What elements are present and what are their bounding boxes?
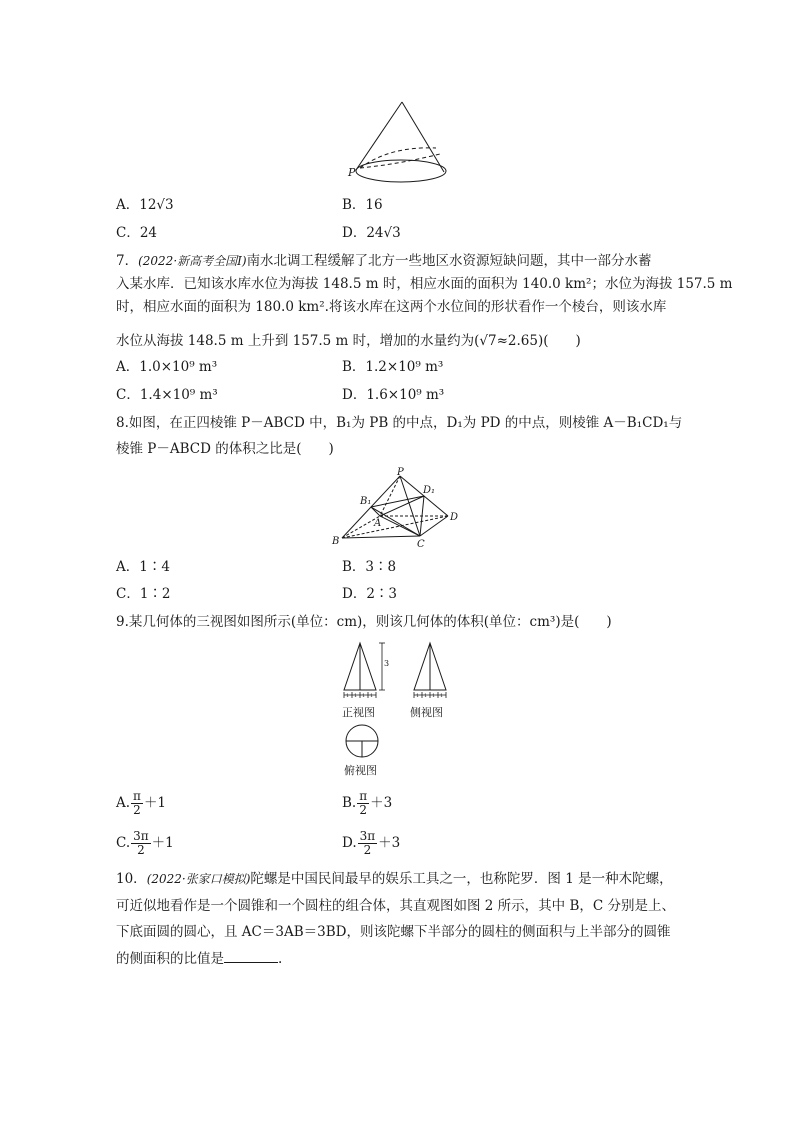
side-dim-label-4: 1	[440, 693, 444, 699]
q9-option-a[interactable]	[116, 790, 166, 817]
label-B: B	[332, 536, 340, 547]
q8-option-d-text: 2∶3	[366, 586, 398, 602]
q9-option-d-fraction	[358, 830, 378, 857]
q7-number: 7．	[116, 253, 139, 269]
q7-line-1	[116, 251, 652, 271]
q9-option-c-fraction	[131, 830, 151, 857]
q8-option-a-letter: A．	[116, 559, 140, 575]
q6-option-b-letter: B．	[342, 197, 366, 213]
q8-option-c-text: 1∶2	[139, 586, 171, 602]
edge-B1D1	[371, 496, 424, 507]
q6-option-c-letter: C．	[116, 225, 140, 241]
q9-option-b-fraction	[357, 790, 369, 817]
q7-source: (2022·新高考全国Ⅰ)	[138, 254, 247, 268]
q10-line-3: 下底面圆的圆心，且 AC＝3AB＝3BD，则该陀螺下半部分的圆柱的侧面积与上半部分的圆锥	[116, 924, 671, 940]
q7-line-4: 水位从海拔 148.5 m 上升到 157.5 m 时，增加的水量约为(√7≈2.65)( )	[116, 333, 581, 349]
q9-option-c-rest: ＋1	[151, 835, 174, 851]
q8-line-1: 8.如图，在正四棱锥 P－ABCD 中，B₁为 PB 的中点，D₁为 PD 的中点，则棱锥 A－B₁CD₁与	[116, 415, 683, 431]
q8-option-c-letter: C．	[116, 586, 140, 602]
edge-BC	[342, 536, 420, 538]
q7-option-c[interactable]	[116, 385, 218, 405]
q9-option-d-num: 3π	[359, 829, 376, 843]
q7-line-2: 入某水库．已知该水库水位为海拔 148.5 m 时，相应水面的面积为 140.0 km²；水位为海拔 157.5 m	[116, 276, 733, 292]
label-A: A	[374, 518, 382, 529]
label-P: P	[397, 467, 404, 478]
q7-line-3: 时，相应水面的面积为 180.0 km².将该水库在这两个水位间的形状看作一个棱台，则该水库	[116, 299, 667, 315]
front-dim-label-4: 1	[370, 693, 374, 699]
q6-option-b-text: 16	[365, 197, 383, 213]
q9-option-b-num: π	[359, 789, 368, 803]
q6-option-d-letter: D．	[342, 225, 367, 241]
q6-option-c-text: 24	[139, 225, 158, 241]
q9-option-b[interactable]	[342, 790, 392, 817]
q9-option-a-den: 2	[133, 803, 141, 817]
q8-option-b-letter: B．	[342, 559, 366, 575]
cone-base-ellipse	[356, 160, 446, 182]
edge-PA-hidden	[380, 476, 400, 516]
q6-option-c[interactable]	[116, 223, 157, 243]
front-dim-label-2: 1	[354, 693, 358, 699]
q7-option-b[interactable]	[342, 357, 443, 377]
q9-option-b-letter: B.	[342, 795, 357, 811]
q10-source: (2022·张家口模拟)	[146, 872, 251, 886]
label-C: C	[417, 539, 425, 548]
q7-option-d-letter: D．	[342, 387, 367, 403]
q9-option-d-letter: D.	[342, 835, 357, 851]
q9-option-b-den: 2	[359, 803, 367, 817]
cone-figure	[340, 98, 450, 190]
q6-option-a[interactable]	[116, 195, 174, 215]
q9-option-d-den: 2	[363, 843, 372, 857]
height-dim-label: 3	[384, 659, 390, 668]
q10-line-end: .	[278, 951, 283, 967]
q9-option-d-rest: ＋3	[378, 835, 401, 851]
q8-option-b-text: 3∶8	[365, 559, 397, 575]
side-dim-label-2: 1	[424, 693, 428, 699]
front-dim-label-1: 1	[346, 693, 350, 699]
q6-option-d[interactable]	[342, 223, 401, 243]
q9-option-c-num: 3π	[133, 829, 149, 843]
top-view-figure	[342, 722, 382, 760]
q7-option-a-letter: A．	[116, 359, 140, 375]
top-view-label: 俯视图	[344, 764, 377, 777]
side-dim-label-1: 1	[416, 693, 420, 699]
q7-option-d-text: 1.6×10⁹ m³	[366, 387, 445, 403]
q8-option-b[interactable]	[342, 557, 396, 577]
q10-answer-blank[interactable]	[224, 949, 278, 963]
label-D: D	[450, 512, 459, 523]
front-view-figure	[340, 640, 390, 702]
q7-option-b-letter: B．	[342, 359, 366, 375]
q7-option-b-text: 1.2×10⁹ m³	[365, 359, 444, 375]
q10-line-4	[116, 949, 282, 969]
q10-text-1: 陀螺是中国民间最早的娱乐工具之一，也称陀罗．图 1 是一种木陀螺，	[250, 871, 673, 887]
q9-option-c-den: 2	[137, 843, 145, 857]
q7-option-d[interactable]	[342, 385, 444, 405]
q8-option-c[interactable]	[116, 584, 171, 604]
label-D1: D₁	[423, 485, 436, 496]
q7-option-c-text: 1.4×10⁹ m³	[139, 387, 218, 403]
pyramid-figure	[330, 466, 465, 548]
q9-option-d[interactable]	[342, 830, 400, 857]
q7-option-c-letter: C．	[116, 387, 140, 403]
front-view-label: 正视图	[342, 706, 375, 719]
q7-text-1: 南水北调工程缓解了北方一些地区水资源短缺问题，其中一部分水蓄	[246, 253, 652, 269]
front-dim-label-3: 1	[362, 693, 366, 699]
label-B1: B₁	[360, 496, 372, 507]
q6-option-a-letter: A．	[116, 197, 140, 213]
q8-line-2: 棱锥 P－ABCD 的体积之比是( )	[116, 441, 334, 457]
side-dim-label-3: 1	[432, 693, 436, 699]
q10-text-4: 的侧面积的比值是	[116, 951, 224, 967]
q7-option-a[interactable]	[116, 357, 217, 377]
q6-option-d-text: 24√3	[366, 225, 401, 241]
side-view-label: 侧视图	[410, 706, 443, 719]
q6-option-a-text: 12√3	[139, 197, 174, 213]
q9-option-b-rest: ＋3	[370, 795, 393, 811]
q8-option-a-text: 1∶4	[139, 559, 170, 575]
q9-option-a-rest: ＋1	[143, 795, 167, 811]
q9-option-c[interactable]	[116, 830, 174, 857]
q9-option-a-num: π	[133, 789, 141, 803]
q8-option-a[interactable]	[116, 557, 170, 577]
q9-option-a-fraction	[131, 790, 143, 817]
q9-line-1: 9.某几何体的三视图如图所示(单位：cm)，则该几何体的体积(单位：cm³)是( )	[116, 614, 612, 630]
q7-option-a-text: 1.0×10⁹ m³	[139, 359, 218, 375]
q9-option-c-letter: C.	[116, 835, 131, 851]
cone-dashed-curve-2	[360, 154, 440, 168]
side-view-figure	[410, 640, 450, 702]
q8-option-d-letter: D．	[342, 586, 367, 602]
edge-AD1	[380, 496, 424, 516]
q10-line-1	[116, 869, 673, 889]
edge-CD	[420, 516, 448, 536]
q9-option-a-letter: A.	[116, 795, 131, 811]
q8-option-d[interactable]	[342, 584, 397, 604]
q10-number: 10．	[116, 871, 147, 887]
q6-option-b[interactable]	[342, 195, 383, 215]
q10-line-2: 可近似地看作是一个圆锥和一个圆柱的组合体，其直观图如图 2 所示，其中 B，C 分别是上、	[116, 898, 676, 914]
cone-vertex-label: P	[348, 166, 356, 179]
